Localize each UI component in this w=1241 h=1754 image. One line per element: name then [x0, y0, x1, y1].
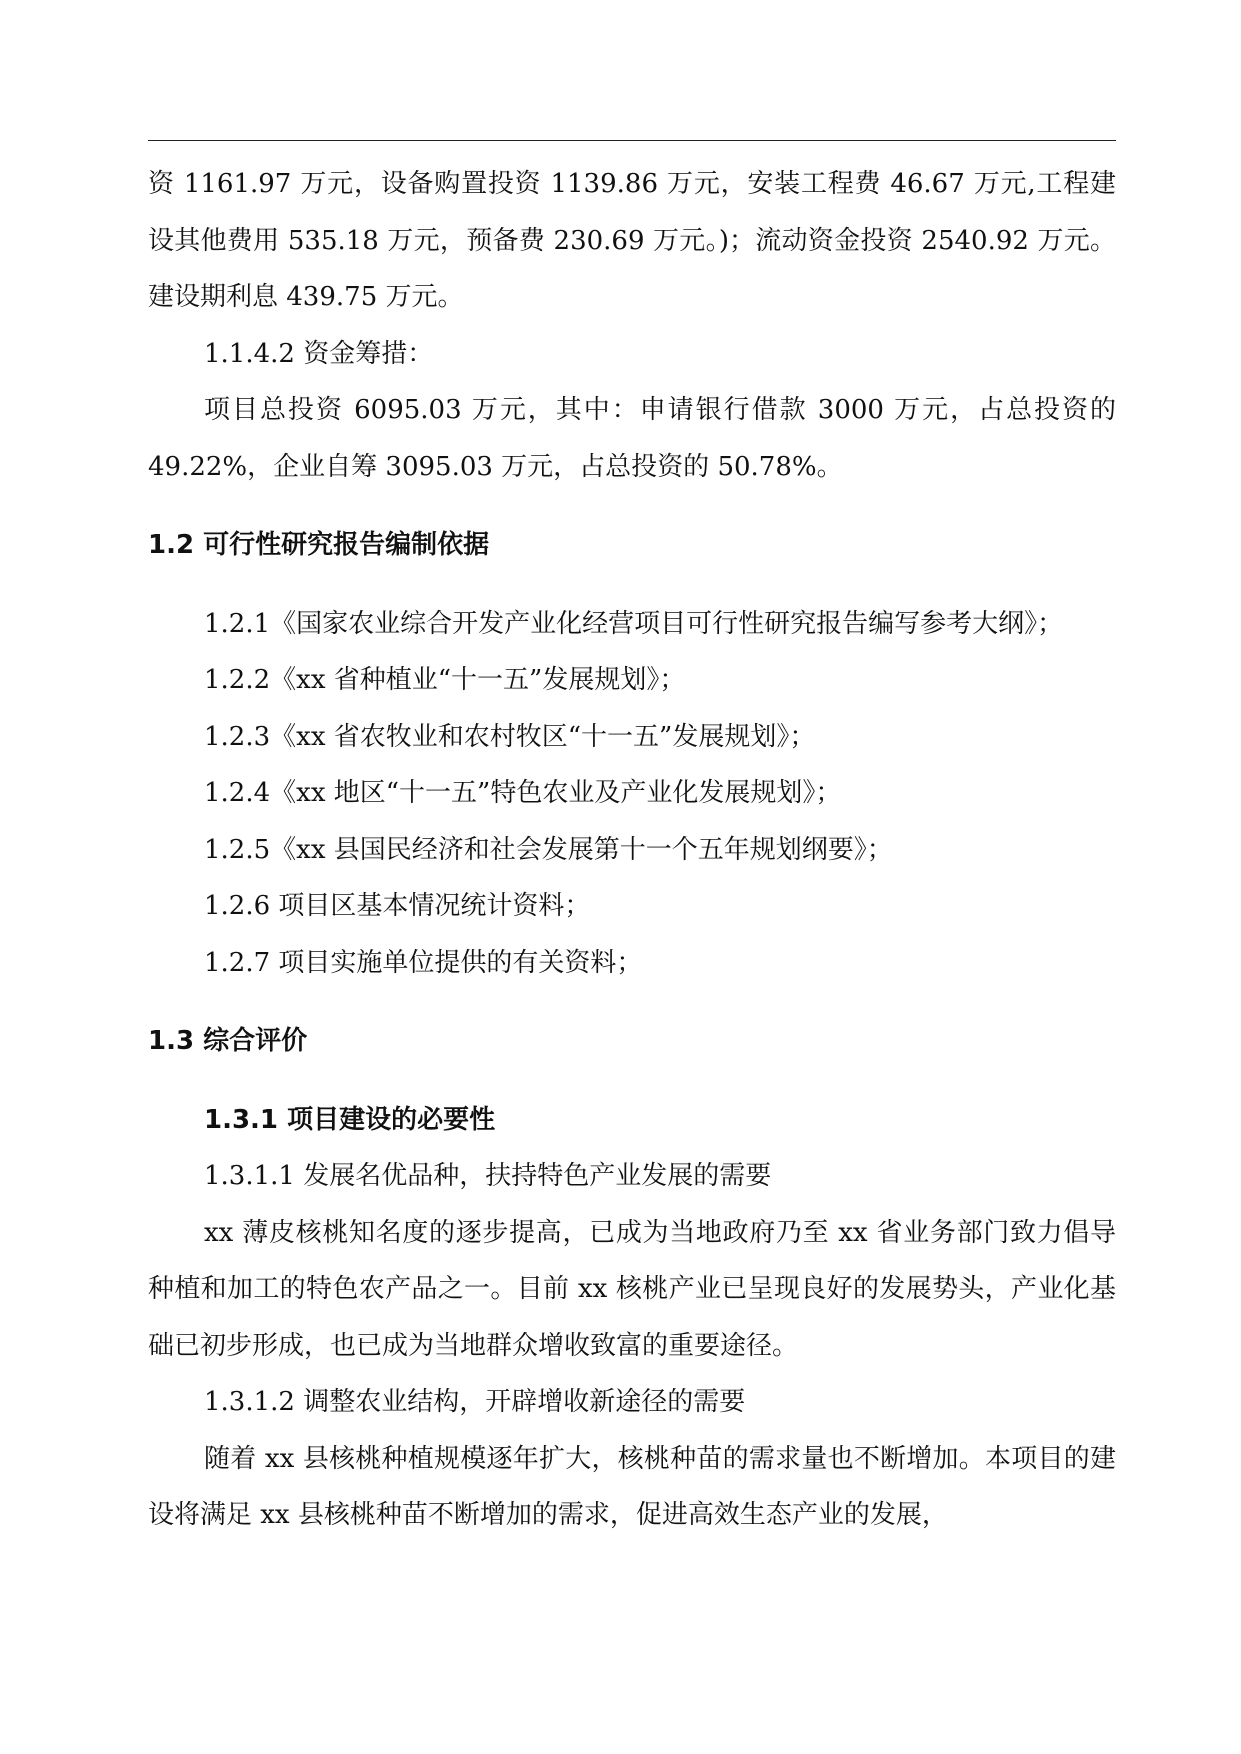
- section-heading-1-2: 1.2 可行性研究报告编制依据: [148, 530, 490, 560]
- subsection-heading-1-3-1: 1.3.1 项目建设的必要性: [204, 1104, 496, 1135]
- subsection-title-1-3-1-1: 1.3.1.1 发展名优品种，扶持特色产业发展的需要: [204, 1161, 772, 1191]
- basis-item: 1.2.3《xx 省农牧业和农村牧区“十一五”发展规划》；: [204, 721, 816, 752]
- basis-item: 1.2.7 项目实施单位提供的有关资料；: [204, 947, 643, 978]
- subsection-paragraph-1-3-1-1: xx 薄皮核桃知名度的逐步提高，已成为当地政府乃至 xx 省业务部门致力倡导种植和加工的特色农产品之一。目前 xx 核桃产业已呈现良好的发展势头，产业化基础已初步形成，也已成为当地群众增收致富的重要途径。: [148, 1217, 1116, 1361]
- basis-item: 1.2.4《xx 地区“十一五”特色农业及产业化发展规划》；: [204, 778, 842, 808]
- basis-item: 1.2.1《国家农业综合开发产业化经营项目可行性研究报告编写参考大纲》；: [204, 608, 1064, 639]
- document-page: [148, 156, 1116, 1544]
- basis-item: 1.2.6 项目区基本情况统计资料；: [204, 891, 591, 921]
- funding-paragraph: 项目总投资 6095.03 万元，其中：申请银行借款 3000 万元，占总投资的 49.22%，企业自筹 3095.03 万元，占总投资的 50.78%。: [148, 395, 1116, 482]
- section-heading-1-3: 1.3 综合评价: [148, 1026, 308, 1056]
- header-rule: [148, 140, 1116, 141]
- basis-item: 1.2.5《xx 县国民经济和社会发展第十一个五年规划纲要》；: [204, 834, 893, 865]
- subsection-title-1-3-1-2: 1.3.1.2 调整农业结构，开辟增收新途径的需要: [204, 1387, 746, 1417]
- subsection-paragraph-1-3-1-2: 随着 xx 县核桃种植规模逐年扩大，核桃种苗的需求量也不断增加。本项目的建设将满足 xx 县核桃种苗不断增加的需求，促进高效生态产业的发展，: [148, 1443, 1116, 1530]
- investment-breakdown-paragraph: 资 1161.97 万元，设备购置投资 1139.86 万元，安装工程费 46.67 万元,工程建设其他费用 535.18 万元，预备费 230.69 万元。)；流动资金投资 2540.92 万元。建设期利息 439.75 万元。: [148, 169, 1116, 312]
- funding-heading: 1.1.4.2 资金筹措：: [204, 338, 434, 369]
- basis-item: 1.2.2《xx 省种植业“十一五”发展规划》；: [204, 665, 686, 695]
